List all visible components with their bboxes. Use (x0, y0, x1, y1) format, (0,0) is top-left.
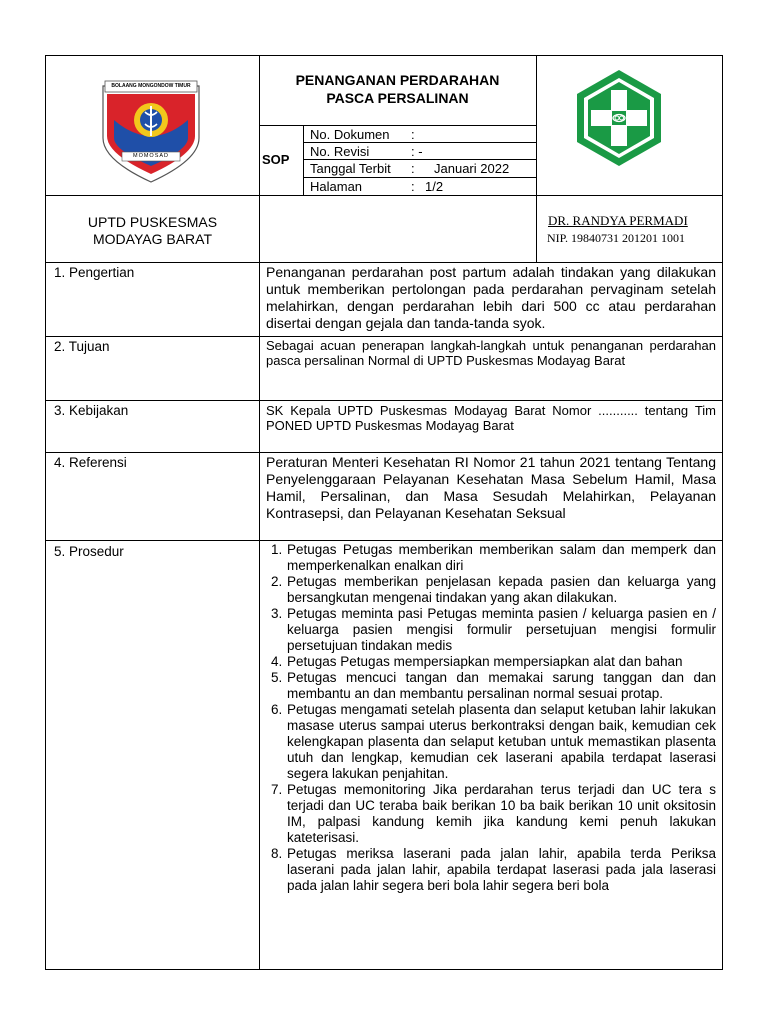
section-text-purpose: Sebagai acuan penerapan langkah-langkah untuk penanganan perdarahan pasca persalinan Normal di UPTD Puskesmas Modayag Barat (266, 338, 716, 368)
signer-name: DR. RANDYA PERMADI (548, 213, 688, 228)
meta-sep-page: : (411, 179, 415, 194)
section-label-purpose: 2. Tujuan (54, 339, 110, 354)
table-border-top (45, 55, 723, 56)
procedure-step: 8. Petugas meriksa laserani pada jalan lahir, apabila terda Periksa laserani pada jalan lahir, apabila terdapat laserasi pada jala laserasi pada jalan lahir segera beri bola lahir segera beri bola (286, 846, 716, 894)
meta-sep-revision: : - (411, 144, 423, 159)
procedure-step: 7. Petugas memonitoring Jika perdarahan terus terjadi dan UC tera s terjadi dan UC teraba baik berikan 10 ba baik berikan 10 unit oksitosin IM, palpasi kandung kemih jika kandung kemi penuh lakukan kateterisasi. (286, 782, 716, 846)
meta-divider-3 (303, 177, 536, 178)
document-title-line-1: PENANGANAN PERDARAHAN (295, 72, 500, 88)
row-divider-5 (45, 540, 723, 541)
section-label-definition: 1. Pengertian (54, 265, 135, 280)
column-divider (259, 55, 260, 970)
header-divider (45, 195, 723, 196)
organization-name-line-2: MODAYAG BARAT (92, 231, 212, 247)
table-border-right (722, 55, 723, 970)
organization-name-line-1: UPTD PUSKESMAS (87, 214, 218, 230)
meta-value-issue-date: Januari 2022 (434, 161, 510, 176)
health-cross-icon (574, 68, 664, 168)
procedure-step: 3. Petugas meminta pasi Petugas meminta pasien / keluarga pasien en / keluarga pasien mengisi formulir persetujuan mengisi formulir persetujuan tindakan medis (286, 606, 716, 654)
meta-label-page: Halaman (310, 179, 363, 194)
procedure-step: 6. Petugas mengamati setelah plasenta dan selaput ketuban lahir lakukan masase uterus sampai uterus berkontraksi dengan baik, kemudian cek kelengkapan plasenta dan selaput ketuban untuk memastikan plasenta utuh dan lengkap, kemudian cek laserani apabila terdapat laserasi segera lakukan penjahitan. (286, 702, 716, 782)
title-divider (259, 125, 536, 126)
sop-label: SOP (262, 152, 290, 167)
meta-divider-1 (303, 142, 536, 143)
emblem-caption-bottom: MOMOSAD (132, 153, 170, 159)
row-divider-1 (45, 262, 723, 263)
row-divider-3 (45, 400, 723, 401)
signer-nip: NIP. 19840731 201201 1001 (547, 231, 686, 245)
procedure-step: 2. Petugas memberikan penjelasan kepada pasien dan keluarga yang bersangkutan mengenai tindakan yang akan dilakukan. (286, 574, 716, 606)
section-label-reference: 4. Referensi (54, 455, 127, 470)
meta-sep-document-number: : (411, 127, 415, 142)
section-text-definition: Penanganan perdarahan post partum adalah tindakan yang dilakukan untuk memberikan pertolongan pada perdarahan pervaginam setelah melahirkan, dengan perdarahan lebih dari 500 cc atau perdarahan disertai dengan gejala dan tanda-tanda syok. (266, 264, 716, 331)
row-divider-4 (45, 452, 723, 453)
row-divider-2 (45, 336, 723, 337)
puskesmas-logo (574, 68, 664, 168)
procedure-list (266, 542, 716, 894)
procedure-step: 4. Petugas Petugas mempersiapkan mempersiapkan alat dan bahan (286, 654, 716, 670)
regional-emblem-logo (100, 78, 202, 184)
meta-label-document-number: No. Dokumen (310, 127, 390, 142)
procedure-list-container (266, 542, 716, 968)
section-text-reference: Peraturan Menteri Kesehatan RI Nomor 21 tahun 2021 tentang Tentang Penyelenggaraan Pelayanan Kesehatan Masa Sebelum Hamil, Masa Hamil, Persalinan, dan Masa Sesudah Melahirkan, Pelayanan Kontrasepsi, dan Pelayanan Kesehatan Seksual (266, 454, 716, 521)
section-label-policy: 3. Kebijakan (54, 403, 129, 418)
meta-label-issue-date: Tanggal Terbit (310, 161, 391, 176)
meta-value-page: 1/2 (425, 179, 444, 194)
logo-column-divider (536, 55, 537, 263)
table-border-bottom (45, 969, 723, 970)
procedure-step: 5. Petugas mencuci tangan dan memakai sarung tanggan dan dan membantu an dan membantu persalinan normal sesuai protap. (286, 670, 716, 702)
meta-label-revision: No. Revisi (310, 144, 370, 159)
sop-column-divider (303, 125, 304, 195)
emblem-caption-top: BOLAANG MONGONDOW TIMUR (111, 83, 191, 89)
regional-emblem-icon (100, 78, 202, 184)
table-border-left (45, 55, 46, 970)
meta-divider-2 (303, 159, 536, 160)
document-title-line-2: PASCA PERSALINAN (326, 90, 469, 106)
section-text-policy: SK Kepala UPTD Puskesmas Modayag Barat Nomor ........... tentang Tim PONED UPTD Puskesmas Modayag Barat (266, 403, 716, 433)
meta-sep-issue-date: : (411, 161, 415, 176)
procedure-step: 1. Petugas Petugas memberikan memberikan salam dan memperk dan memperkenalkan enalkan diri (286, 542, 716, 574)
section-label-procedure: 5. Prosedur (54, 544, 124, 559)
